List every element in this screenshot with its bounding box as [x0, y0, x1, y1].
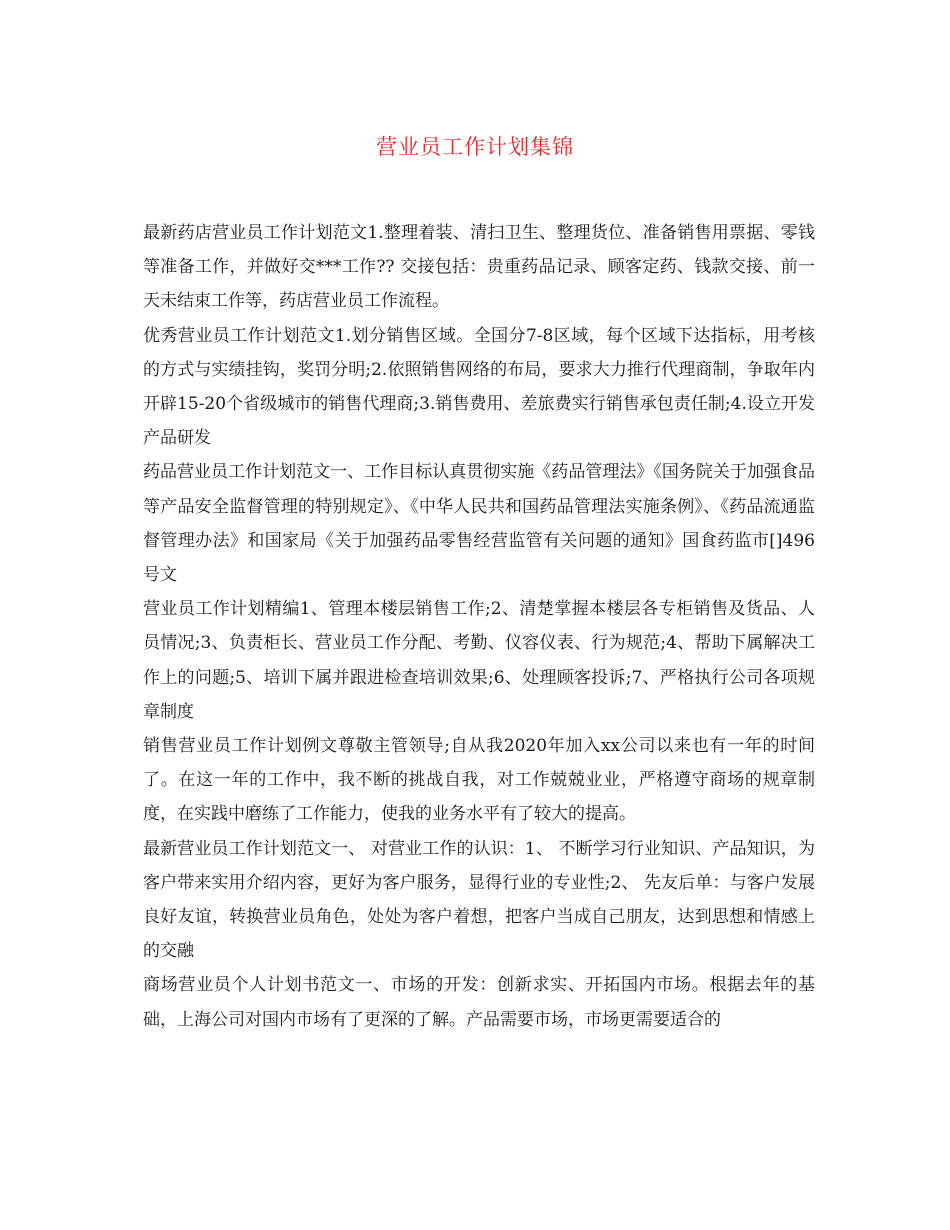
document-body: [143, 216, 815, 1037]
paragraph-4: 营业员工作计划精编1、管理本楼层销售工作;2、清楚掌握本楼层各专柜销售及货品、人员情况;3、负责柜长、营业员工作分配、考勤、仪容仪表、行为规范;4、帮助下属解决工作上的问题;5、培训下属并跟进检查培训效果;6、处理顾客投诉;7、严格执行公司各项规章制度: [143, 599, 815, 722]
paragraph-6: 最新营业员工作计划范文一、 对营业工作的认识：1、 不断学习行业知识、产品知识，为客户带来实用介绍内容，更好为客户服务，显得行业的专业性;2、 先友后单：与客户发展良好友谊，转换营业员角色，处处为客户着想，把客户当成自己朋友，达到思想和情感上的交融: [143, 838, 815, 962]
paragraph-2: 优秀营业员工作计划范文1.划分销售区域。全国分7-8区域，每个区域下达指标，用考核的方式与实绩挂钩，奖罚分明;2.依照销售网络的布局，要求大力推行代理商制，争取年内开辟15-20个省级城市的销售代理商;3.销售费用、差旅费实行销售承包责任制;4.设立开发产品研发: [143, 325, 815, 449]
paragraph-1: 最新药店营业员工作计划范文1.整理着装、清扫卫生、整理货位、准备销售用票据、零钱等准备工作，并做好交***工作?? 交接包括：贵重药品记录、顾客定药、钱款交接、前一天未结束工作等，药店营业员工作流程。: [143, 223, 815, 312]
paragraph-5: 销售营业员工作计划例文尊敬主管领导;自从我2020年加入xx公司以来也有一年的时间了。在这一年的工作中，我不断的挑战自我，对工作兢兢业业，严格遵守商场的规章制度，在实践中磨练了工作能力，使我的业务水平有了较大的提高。: [143, 736, 815, 825]
paragraph-3: 药品营业员工作计划范文一、工作目标认真贯彻实施《药品管理法》《国务院关于加强食品等产品安全监督管理的特别规定》、《中华人民共和国药品管理法实施条例》、《药品流通监督管理办法》和国家局《关于加强药品零售经营监管有关问题的通知》国食药监市[]496号文: [143, 462, 815, 586]
document-title: 营业员工作计划集锦: [376, 135, 574, 159]
paragraph-7: 商场营业员个人计划书范文一、市场的开发：创新求实、开拓国内市场。根据去年的基础，上海公司对国内市场有了更深的了解。产品需要市场，市场更需要适合的: [143, 975, 815, 1030]
